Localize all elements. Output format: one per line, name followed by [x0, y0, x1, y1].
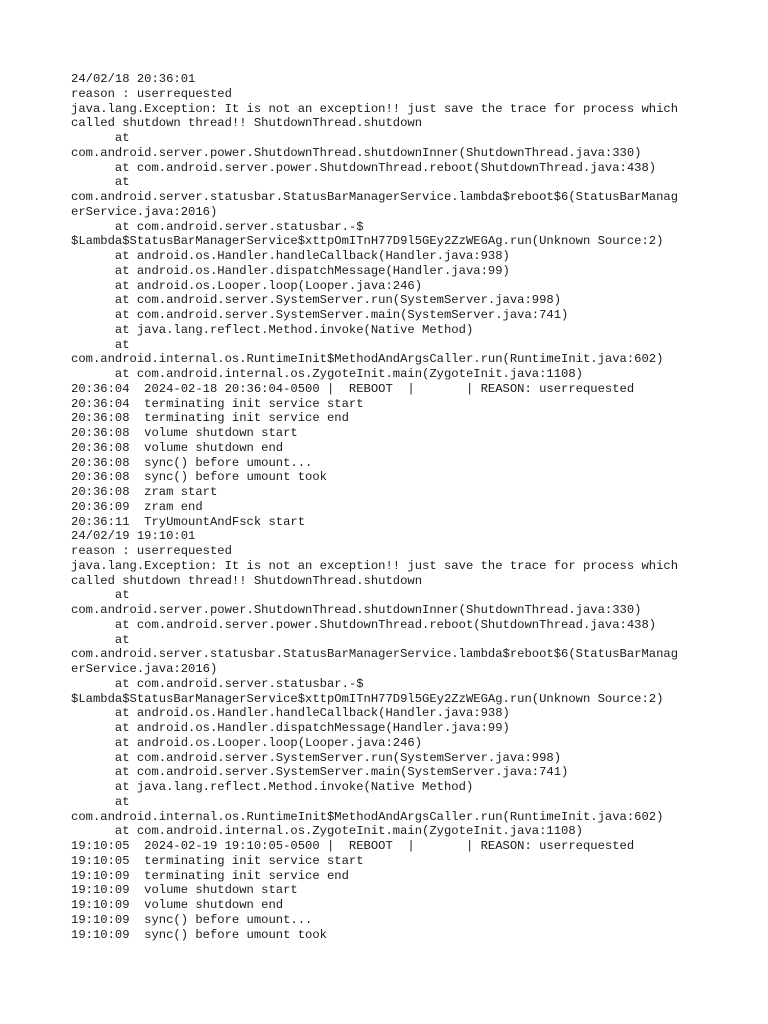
log-line: at com.android.server.statusbar.-$ — [71, 219, 364, 234]
log-line: reason : userrequested — [71, 544, 232, 558]
log-line: com.android.server.power.ShutdownThread.shutdownInner(ShutdownThread.java:330) — [71, 145, 642, 160]
log-line: at android.os.Looper.loop(Looper.java:246) — [71, 735, 423, 750]
log-line: 20:36:08 volume shutdown end — [71, 440, 284, 455]
log-line: java.lang.Exception: It is not an exception!! just save the trace for process which — [71, 558, 679, 573]
log-line: 20:36:08 volume shutdown start — [71, 426, 298, 440]
log-line: 20:36:04 terminating init service start — [71, 396, 364, 411]
log-line: 20:36:08 sync() before umount... — [71, 455, 313, 470]
log-line: at — [71, 337, 130, 352]
log-line: 19:10:09 sync() before umount... — [71, 912, 313, 927]
log-line: 19:10:09 terminating init service end — [71, 868, 349, 883]
log-line: called shutdown thread!! ShutdownThread.shutdown — [71, 573, 423, 588]
log-line: at — [71, 794, 130, 809]
log-line: erService.java:2016) — [71, 204, 218, 219]
log-line: 20:36:09 zram end — [71, 499, 203, 514]
log-line: at com.android.server.SystemServer.run(SystemServer.java:998) — [71, 293, 562, 308]
log-line: 19:10:05 2024-02-19 19:10:05-0500 | REBOOT | | REASON: userrequested — [71, 839, 635, 853]
log-line: com.android.internal.os.RuntimeInit$MethodAndArgsCaller.run(RuntimeInit.java:602) — [71, 352, 664, 367]
log-line: 20:36:04 2024-02-18 20:36:04-0500 | REBOOT | | REASON: userrequested — [71, 381, 635, 396]
log-line: at com.android.server.statusbar.-$ — [71, 676, 364, 691]
log-line: com.android.internal.os.RuntimeInit$MethodAndArgsCaller.run(RuntimeInit.java:602) — [71, 809, 664, 824]
log-line: $Lambda$StatusBarManagerService$xttpOmITnH77D9l5GEy2ZzWEGAg.run(Unknown Source:2) — [71, 691, 664, 706]
log-line: at com.android.internal.os.ZygoteInit.main(ZygoteInit.java:1108) — [71, 824, 583, 839]
log-line: 20:36:08 sync() before umount took — [71, 470, 327, 485]
log-line: java.lang.Exception: It is not an exception!! just save the trace for process which — [71, 101, 679, 116]
log-line: at — [71, 175, 130, 190]
log-line: at — [71, 131, 130, 145]
log-line: at com.android.server.SystemServer.run(SystemServer.java:998) — [71, 750, 562, 765]
log-line: com.android.server.statusbar.StatusBarManagerService.lambda$reboot$6(StatusBarManag — [71, 647, 679, 662]
log-line: at com.android.server.SystemServer.main(SystemServer.java:741) — [71, 765, 569, 780]
log-line: at android.os.Looper.loop(Looper.java:246) — [71, 278, 423, 293]
log-line: called shutdown thread!! ShutdownThread.shutdown — [71, 116, 423, 131]
log-line: com.android.server.power.ShutdownThread.shutdownInner(ShutdownThread.java:330) — [71, 603, 642, 617]
log-line: reason : userrequested — [71, 86, 232, 101]
log-line: 24/02/18 20:36:01 — [71, 72, 196, 86]
log-line: at — [71, 632, 130, 647]
log-line: at — [71, 588, 130, 603]
log-line: 20:36:08 zram start — [71, 485, 218, 499]
log-line: com.android.server.statusbar.StatusBarManagerService.lambda$reboot$6(StatusBarManag — [71, 190, 679, 204]
log-line: erService.java:2016) — [71, 662, 218, 676]
log-line: 19:10:09 sync() before umount took — [71, 927, 327, 942]
log-line: $Lambda$StatusBarManagerService$xttpOmITnH77D9l5GEy2ZzWEGAg.run(Unknown Source:2) — [71, 234, 664, 249]
log-line: at com.android.server.SystemServer.main(SystemServer.java:741) — [71, 308, 569, 322]
log-line: at com.android.server.power.ShutdownThread.reboot(ShutdownThread.java:438) — [71, 617, 657, 632]
log-line: at java.lang.reflect.Method.invoke(Native Method) — [71, 322, 474, 337]
log-line: 19:10:05 terminating init service start — [71, 853, 364, 868]
log-line: at com.android.internal.os.ZygoteInit.main(ZygoteInit.java:1108) — [71, 367, 583, 381]
log-line: at java.lang.reflect.Method.invoke(Native Method) — [71, 780, 474, 794]
log-line: 24/02/19 19:10:01 — [71, 529, 196, 544]
log-line: at android.os.Handler.dispatchMessage(Handler.java:99) — [71, 721, 510, 735]
log-line: at com.android.server.power.ShutdownThread.reboot(ShutdownThread.java:438) — [71, 160, 657, 175]
log-line: at android.os.Handler.dispatchMessage(Handler.java:99) — [71, 263, 510, 278]
log-line: 19:10:09 volume shutdown start — [71, 883, 298, 898]
log-line: at android.os.Handler.handleCallback(Handler.java:938) — [71, 249, 510, 263]
log-line: at android.os.Handler.handleCallback(Handler.java:938) — [71, 706, 510, 721]
log-text-body — [71, 72, 711, 942]
log-line: 20:36:08 terminating init service end — [71, 411, 349, 426]
log-line: 19:10:09 volume shutdown end — [71, 898, 284, 912]
log-line: 20:36:11 TryUmountAndFsck start — [71, 514, 306, 529]
